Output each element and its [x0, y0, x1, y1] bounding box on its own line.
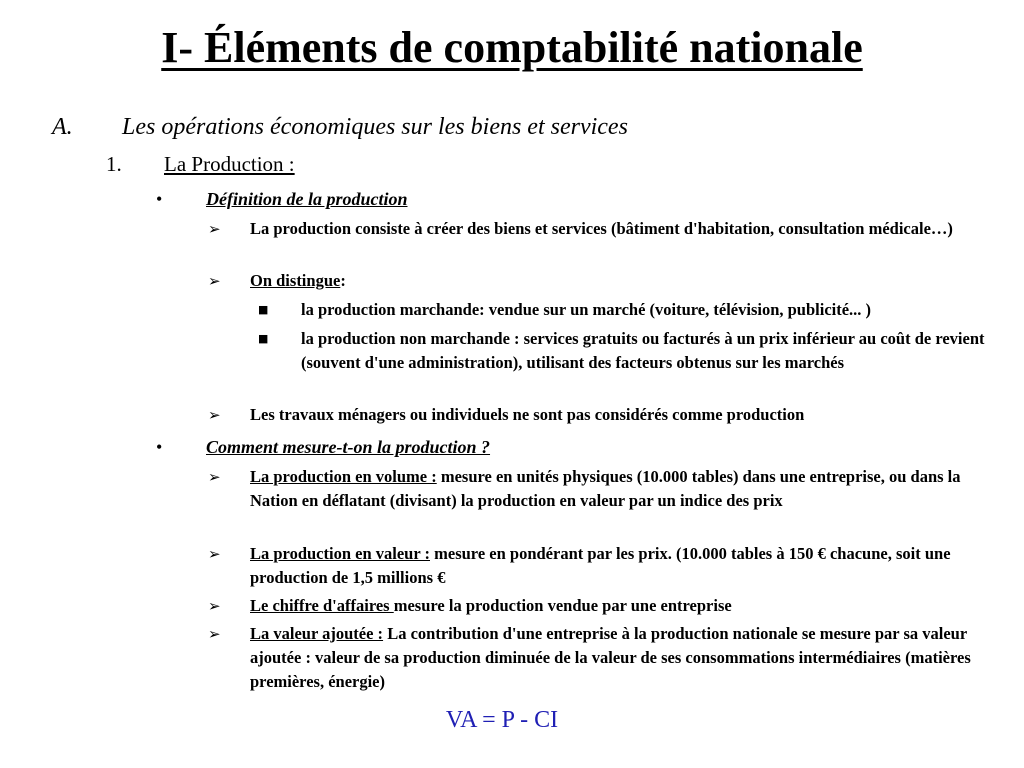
section-a	[0, 112, 1024, 142]
list-item	[0, 465, 1024, 537]
measure-volume-text: mesure en unités physiques (10.000 tables) dans une entreprise, ou dans la Nation en déflatant (divisant) la production en valeur par un indice des prix	[250, 467, 961, 510]
list-item	[0, 594, 1024, 618]
list-item	[0, 327, 1024, 399]
measure-turnover-text: mesure la production vendue par une entreprise	[393, 596, 732, 615]
arrow-bullet-icon: ➢	[208, 406, 221, 424]
measure-volume	[250, 465, 1000, 513]
measure-turnover	[250, 594, 1000, 618]
measure-value-added	[250, 622, 1000, 694]
measure-value-text: mesure en pondérant par les prix. (10.000 tables à 150 € chacune, soit une production de 1,5 millions €	[250, 544, 951, 587]
list-item	[0, 217, 1024, 265]
bullet-dot-icon: •	[156, 437, 163, 457]
measure-value	[250, 542, 1000, 590]
measure-va-text: La contribution d'une entreprise à la production nationale se mesure par sa valeur ajoutée : valeur de sa production diminuée de la valeur de ses consommations intermédiaires (matières premières, énergie)	[250, 624, 971, 691]
square-bullet-icon: ■	[258, 332, 269, 345]
definition-sub-item-2: la production non marchande : services gratuits ou facturés à un prix inférieur au coût de revient (souvent d'une administration), utilisant des facteurs obtenus sur les marchés	[301, 329, 985, 372]
arrow-bullet-icon: ➢	[208, 625, 221, 643]
definition-sub-item-1: la production marchande: vendue sur un marché (voiture, télévision, publicité... )	[301, 300, 872, 319]
list-item	[0, 622, 1024, 694]
arrow-bullet-icon: ➢	[208, 545, 221, 563]
measure-va-label: La valeur ajoutée :	[250, 624, 384, 643]
measure-value-label: La production en valeur :	[250, 544, 430, 563]
list-item	[0, 269, 1024, 293]
definition-item-2-label: On distingue	[250, 271, 341, 290]
bullet-measure	[0, 435, 1024, 459]
subsection-1-marker: 1.	[106, 152, 122, 176]
section-a-marker: A.	[52, 114, 73, 140]
measure-heading: Comment mesure-t-on la production ?	[206, 437, 491, 457]
bullet-definition	[0, 187, 1024, 211]
arrow-bullet-icon: ➢	[208, 220, 221, 238]
list-item	[0, 542, 1024, 590]
arrow-bullet-icon: ➢	[208, 468, 221, 486]
measure-turnover-label: Le chiffre d'affaires	[250, 596, 394, 615]
arrow-bullet-icon: ➢	[208, 272, 221, 290]
definition-heading: Définition de la production	[206, 189, 408, 209]
definition-item-3: Les travaux ménagers ou individuels ne sont pas considérés comme production	[250, 405, 805, 424]
subsection-1-heading: La Production :	[164, 152, 295, 176]
definition-item-2-suffix: :	[340, 271, 346, 290]
measure-volume-label: La production en volume :	[250, 467, 437, 486]
list-item	[0, 298, 1024, 322]
definition-item-1: La production consiste à créer des biens et services (bâtiment d'habitation, consultation médicale…)	[250, 219, 953, 238]
page-title: I- Éléments de comptabilité nationale	[161, 23, 863, 72]
subsection-1	[0, 151, 1024, 177]
list-item	[0, 403, 1024, 427]
bullet-dot-icon: •	[156, 189, 163, 209]
definition-item-2	[250, 269, 1000, 293]
arrow-bullet-icon: ➢	[208, 597, 221, 615]
square-bullet-icon: ■	[258, 303, 269, 316]
section-a-heading: Les opérations économiques sur les biens et services	[122, 114, 628, 140]
value-added-formula: VA = P - CI	[445, 707, 559, 733]
